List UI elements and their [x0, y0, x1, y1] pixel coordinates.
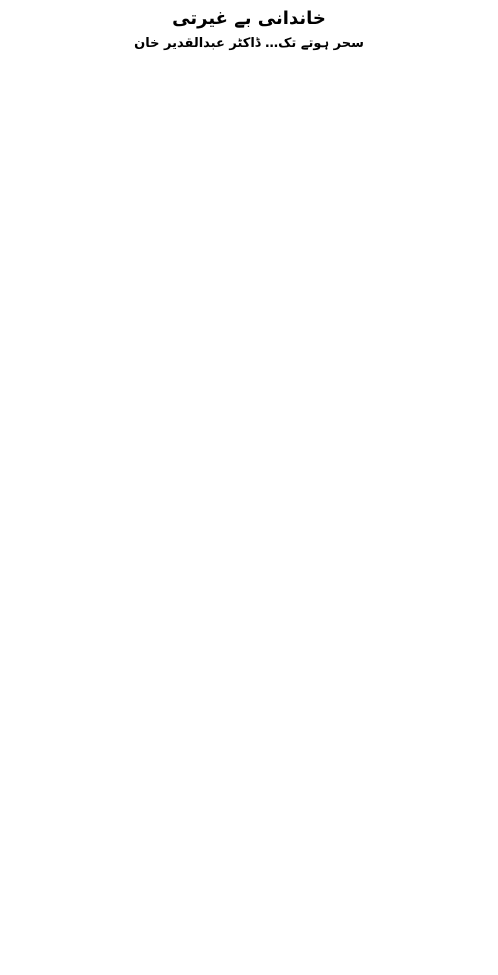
article-byline: سحر ہوتے تک… ڈاکٹر عبدالقدیر خان: [134, 36, 364, 51]
article-title: خاندانی بے غیرتی: [172, 8, 326, 29]
